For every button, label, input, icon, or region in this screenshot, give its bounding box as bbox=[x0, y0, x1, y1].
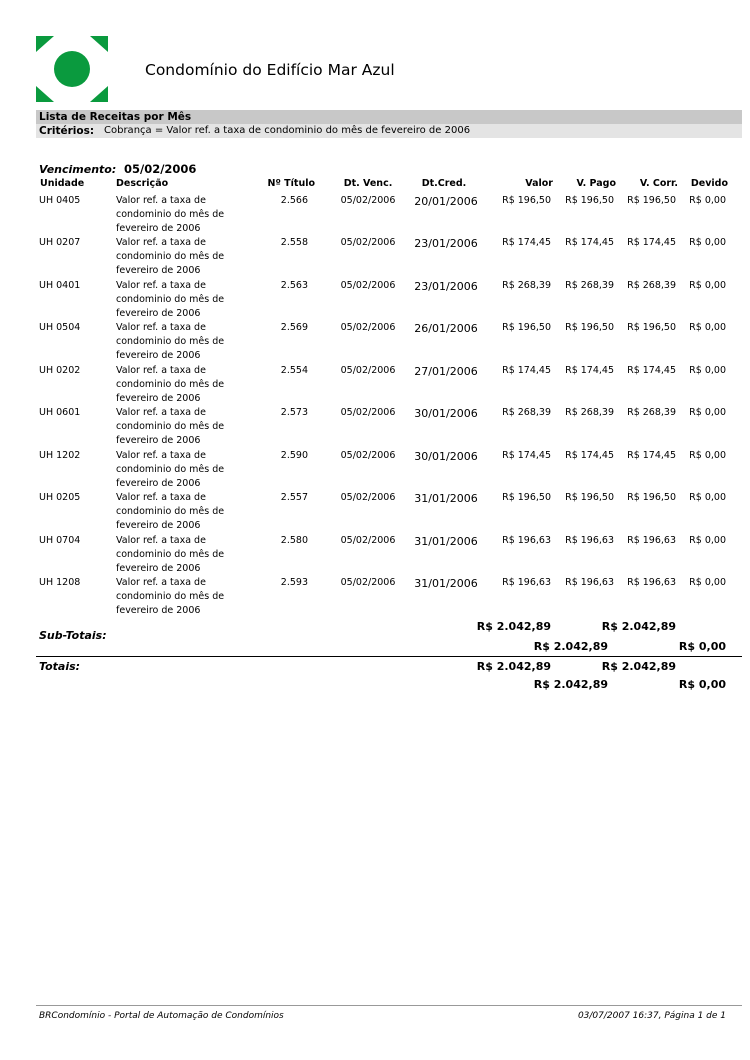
cell-unidade: UH 0202 bbox=[39, 365, 81, 376]
cell-dt-venc: 05/02/2006 bbox=[340, 577, 396, 588]
cell-dt-cred: 26/01/2006 bbox=[414, 322, 478, 335]
cell-descricao: Valor ref. a taxa de condominio do mês de fevereiro de 2006 bbox=[116, 577, 225, 616]
cell-titulo: 2.563 bbox=[280, 280, 308, 291]
cell-v-corr: R$ 268,39 bbox=[627, 407, 676, 418]
cell-v-pago: R$ 268,39 bbox=[565, 280, 614, 291]
cell-descricao: Valor ref. a taxa de condominio do mês de fevereiro de 2006 bbox=[116, 195, 225, 234]
subtotal-label: Sub-Totais: bbox=[39, 629, 107, 642]
total-valor: R$ 2.042,89 bbox=[476, 660, 551, 673]
footer-divider bbox=[36, 1005, 742, 1006]
cell-dt-venc: 05/02/2006 bbox=[340, 365, 396, 376]
cell-v-pago: R$ 174,45 bbox=[565, 237, 614, 248]
footer-right: 03/07/2007 16:37, Página 1 de 1 bbox=[577, 1011, 726, 1021]
cell-valor: R$ 196,50 bbox=[502, 195, 551, 206]
cell-unidade: UH 0601 bbox=[39, 407, 81, 418]
cell-v-corr: R$ 174,45 bbox=[627, 365, 676, 376]
cell-dt-cred: 20/01/2006 bbox=[414, 195, 478, 208]
cell-dt-venc: 05/02/2006 bbox=[340, 407, 396, 418]
subtotal-v-corr: R$ 2.042,89 bbox=[601, 620, 676, 633]
cell-unidade: UH 0504 bbox=[39, 322, 81, 333]
cell-descricao: Valor ref. a taxa de condominio do mês de fevereiro de 2006 bbox=[116, 450, 225, 489]
cell-titulo: 2.593 bbox=[280, 577, 308, 588]
cell-descricao: Valor ref. a taxa de condominio do mês de fevereiro de 2006 bbox=[116, 535, 225, 574]
cell-valor: R$ 174,45 bbox=[502, 365, 551, 376]
cell-v-corr: R$ 196,63 bbox=[627, 535, 676, 546]
cell-dt-venc: 05/02/2006 bbox=[340, 195, 396, 206]
cell-devido: R$ 0,00 bbox=[689, 450, 726, 461]
cell-dt-venc: 05/02/2006 bbox=[340, 450, 396, 461]
col-header-titulo: Nº Título bbox=[267, 178, 315, 189]
cell-valor: R$ 268,39 bbox=[502, 407, 551, 418]
col-header-descricao: Descrição bbox=[116, 178, 169, 189]
cell-devido: R$ 0,00 bbox=[689, 535, 726, 546]
cell-devido: R$ 0,00 bbox=[689, 322, 726, 333]
cell-v-pago: R$ 174,45 bbox=[565, 450, 614, 461]
cell-dt-venc: 05/02/2006 bbox=[340, 492, 396, 503]
logo-icon bbox=[36, 36, 108, 102]
cell-devido: R$ 0,00 bbox=[689, 280, 726, 291]
cell-descricao: Valor ref. a taxa de condominio do mês de fevereiro de 2006 bbox=[116, 365, 225, 404]
cell-descricao: Valor ref. a taxa de condominio do mês de fevereiro de 2006 bbox=[116, 280, 225, 319]
cell-devido: R$ 0,00 bbox=[689, 577, 726, 588]
cell-unidade: UH 1202 bbox=[39, 450, 81, 461]
cell-v-corr: R$ 174,45 bbox=[627, 450, 676, 461]
cell-valor: R$ 196,63 bbox=[502, 535, 551, 546]
cell-devido: R$ 0,00 bbox=[689, 195, 726, 206]
cell-v-pago: R$ 268,39 bbox=[565, 407, 614, 418]
cell-v-corr: R$ 174,45 bbox=[627, 237, 676, 248]
col-header-devido: Devido bbox=[690, 178, 728, 189]
criteria-value: Cobrança = Valor ref. a taxa de condominio do mês de fevereiro de 2006 bbox=[104, 125, 471, 136]
cell-v-pago: R$ 196,63 bbox=[565, 577, 614, 588]
cell-valor: R$ 196,63 bbox=[502, 577, 551, 588]
cell-v-pago: R$ 196,50 bbox=[565, 322, 614, 333]
cell-valor: R$ 174,45 bbox=[502, 450, 551, 461]
cell-v-pago: R$ 196,50 bbox=[565, 492, 614, 503]
cell-unidade: UH 0205 bbox=[39, 492, 81, 503]
cell-devido: R$ 0,00 bbox=[689, 407, 726, 418]
cell-titulo: 2.569 bbox=[280, 322, 308, 333]
cell-titulo: 2.580 bbox=[280, 535, 308, 546]
cell-v-pago: R$ 196,63 bbox=[565, 535, 614, 546]
subtotal-devido: R$ 0,00 bbox=[678, 640, 726, 653]
col-header-dt-venc: Dt. Venc. bbox=[343, 178, 393, 189]
col-header-valor: Valor bbox=[525, 178, 553, 189]
footer-left: BRCondomínio - Portal de Automação de Condomínios bbox=[39, 1011, 284, 1021]
cell-titulo: 2.558 bbox=[280, 237, 308, 248]
cell-titulo: 2.573 bbox=[280, 407, 308, 418]
cell-dt-cred: 27/01/2006 bbox=[414, 365, 478, 378]
col-header-v-pago: V. Pago bbox=[576, 178, 616, 189]
cell-devido: R$ 0,00 bbox=[689, 237, 726, 248]
cell-devido: R$ 0,00 bbox=[689, 492, 726, 503]
cell-descricao: Valor ref. a taxa de condominio do mês de fevereiro de 2006 bbox=[116, 322, 225, 361]
cell-unidade: UH 0704 bbox=[39, 535, 81, 546]
cell-dt-venc: 05/02/2006 bbox=[340, 535, 396, 546]
subtotal-valor: R$ 2.042,89 bbox=[476, 620, 551, 633]
cell-v-corr: R$ 196,50 bbox=[627, 322, 676, 333]
cell-dt-venc: 05/02/2006 bbox=[340, 280, 396, 291]
cell-dt-cred: 23/01/2006 bbox=[414, 237, 478, 250]
total-devido: R$ 0,00 bbox=[678, 678, 726, 691]
due-date-label: Vencimento: bbox=[39, 163, 117, 176]
cell-titulo: 2.590 bbox=[280, 450, 308, 461]
totals-divider bbox=[36, 656, 742, 657]
total-v-pago: R$ 2.042,89 bbox=[533, 678, 608, 691]
cell-v-corr: R$ 196,50 bbox=[627, 195, 676, 206]
cell-dt-cred: 31/01/2006 bbox=[414, 577, 478, 590]
cell-v-corr: R$ 196,63 bbox=[627, 577, 676, 588]
cell-dt-cred: 31/01/2006 bbox=[414, 535, 478, 548]
cell-unidade: UH 0405 bbox=[39, 195, 81, 206]
col-header-v-corr: V. Corr. bbox=[639, 178, 678, 189]
cell-descricao: Valor ref. a taxa de condominio do mês de fevereiro de 2006 bbox=[116, 237, 225, 276]
cell-valor: R$ 196,50 bbox=[502, 322, 551, 333]
cell-dt-cred: 30/01/2006 bbox=[414, 407, 478, 420]
due-date-value: 05/02/2006 bbox=[124, 162, 197, 176]
col-header-dt-cred: Dt.Cred. bbox=[421, 178, 467, 189]
cell-titulo: 2.566 bbox=[280, 195, 308, 206]
cell-dt-cred: 30/01/2006 bbox=[414, 450, 478, 463]
total-v-corr: R$ 2.042,89 bbox=[601, 660, 676, 673]
cell-v-corr: R$ 268,39 bbox=[627, 280, 676, 291]
cell-titulo: 2.557 bbox=[280, 492, 308, 503]
cell-dt-cred: 23/01/2006 bbox=[414, 280, 478, 293]
cell-descricao: Valor ref. a taxa de condominio do mês de fevereiro de 2006 bbox=[116, 407, 225, 446]
cell-dt-venc: 05/02/2006 bbox=[340, 322, 396, 333]
cell-v-corr: R$ 196,50 bbox=[627, 492, 676, 503]
cell-unidade: UH 0207 bbox=[39, 237, 81, 248]
totals-label: Totais: bbox=[39, 660, 81, 673]
col-header-unidade: Unidade bbox=[40, 178, 85, 189]
criteria-label: Critérios: bbox=[39, 125, 95, 137]
cell-unidade: UH 0401 bbox=[39, 280, 81, 291]
cell-valor: R$ 268,39 bbox=[502, 280, 551, 291]
cell-valor: R$ 174,45 bbox=[502, 237, 551, 248]
cell-devido: R$ 0,00 bbox=[689, 365, 726, 376]
company-name: Condomínio do Edifício Mar Azul bbox=[145, 61, 395, 79]
cell-dt-venc: 05/02/2006 bbox=[340, 237, 396, 248]
cell-titulo: 2.554 bbox=[280, 365, 308, 376]
report-title: Lista de Receitas por Mês bbox=[39, 111, 192, 123]
subtotal-v-pago: R$ 2.042,89 bbox=[533, 640, 608, 653]
cell-v-pago: R$ 196,50 bbox=[565, 195, 614, 206]
cell-dt-cred: 31/01/2006 bbox=[414, 492, 478, 505]
cell-valor: R$ 196,50 bbox=[502, 492, 551, 503]
cell-descricao: Valor ref. a taxa de condominio do mês de fevereiro de 2006 bbox=[116, 492, 225, 531]
cell-unidade: UH 1208 bbox=[39, 577, 81, 588]
cell-v-pago: R$ 174,45 bbox=[565, 365, 614, 376]
